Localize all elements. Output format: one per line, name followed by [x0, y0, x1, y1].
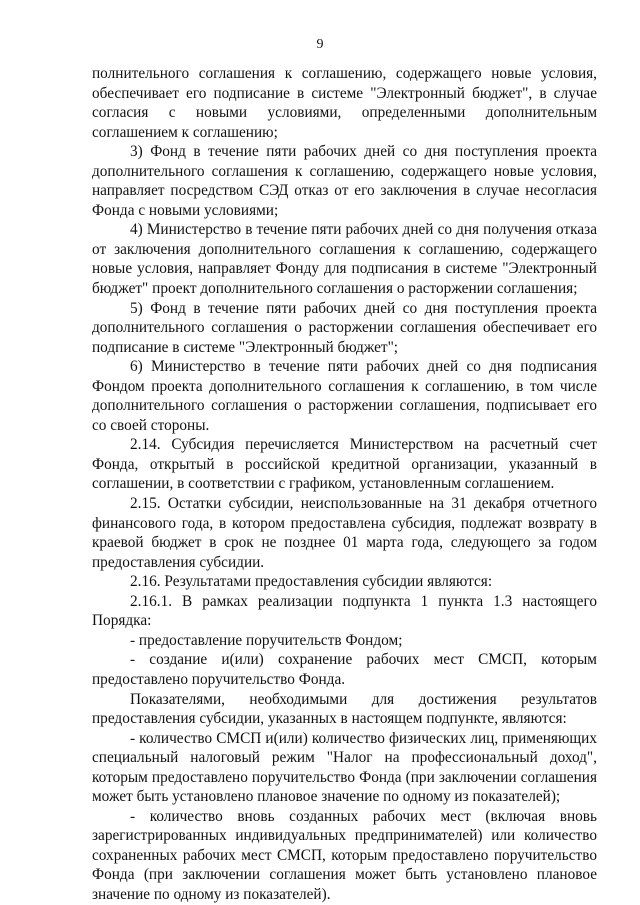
paragraph-14: - количество вновь созданных рабочих мест (включая вновь зарегистрированных индивидуальных предпринимателей) или количество сохраненных рабочих мест СМСП, которым предоставлено поручительство Фонда (при заключении соглашения может быть установлено плановое значение по одному из показателей).: [92, 807, 597, 903]
paragraph-11: - создание и(или) сохранение рабочих мест СМСП, которым предоставлено поручительство Фонда.: [92, 651, 597, 688]
paragraph-9: 2.16.1. В рамках реализации подпункта 1 пункта 1.3 настоящего Порядка:: [92, 592, 597, 630]
paragraph-1: полнительного соглашения к соглашению, содержащего новые условия, обеспечивает его подписание в системе "Электронный бюджет", в случае согласия с новыми условиями, определенными дополнительным соглашением к соглашению;: [92, 65, 597, 141]
document-body: [92, 64, 597, 905]
page-number: 9: [316, 37, 324, 52]
paragraph-3: 4) Министерство в течение пяти рабочих дней со дня получения отказа от заключения дополнительного соглашения к соглашению, содержащего новые условия, направляет Фонду для подписания в системе "Электронный бюджет" проект дополнительного соглашения о расторжении соглашения;: [92, 221, 597, 298]
paragraph-4: 5) Фонд в течение пяти рабочих дней со дня поступления проекта дополнительного соглашения о расторжении соглашения обеспечивает его подписание в системе "Электронный бюджет";: [92, 299, 597, 356]
paragraph-7: 2.15. Остатки субсидии, неиспользованные на 31 декабря отчетного финансового года, в котором предоставлена субсидия, подлежат возврату в краевой бюджет в срок не позднее 01 марта года, следующего за годом предоставления субсидии.: [92, 495, 597, 571]
paragraph-5: 6) Министерство в течение пяти рабочих дней со дня подписания Фондом проекта дополнительного соглашения к соглашению, в том числе дополнительного соглашения о расторжении соглашения, подписывает его со своей стороны.: [92, 358, 597, 434]
paragraph-8: 2.16. Результатами предоставления субсидии являются:: [130, 573, 493, 591]
paragraph-2: 3) Фонд в течение пяти рабочих дней со дня поступления проекта дополнительного соглашения к соглашению, содержащего новые условия, направляет посредством СЭД отказ от его заключения в случае несогласия Фонда с новыми условиями;: [92, 143, 597, 219]
paragraph-13: - количество СМСП и(или) количество физических лиц, применяющих специальный налоговый режим "Налог на профессиональный доход", которым предоставлено поручительство Фонда (при заключении соглашения может быть установлено плановое значение по одному из показателей);: [92, 729, 597, 806]
paragraph-12: Показателями, необходимыми для достижения результатов предоставления субсидии, указанных в настоящем подпункте, являются:: [92, 690, 597, 728]
paragraph-6: 2.14. Субсидия перечисляется Министерством на расчетный счет Фонда, открытый в российской кредитной организации, указанный в соглашении, в соответствии с графиком, установленным соглашением.: [92, 436, 597, 493]
paragraph-10: - предоставление поручительств Фондом;: [130, 631, 403, 649]
